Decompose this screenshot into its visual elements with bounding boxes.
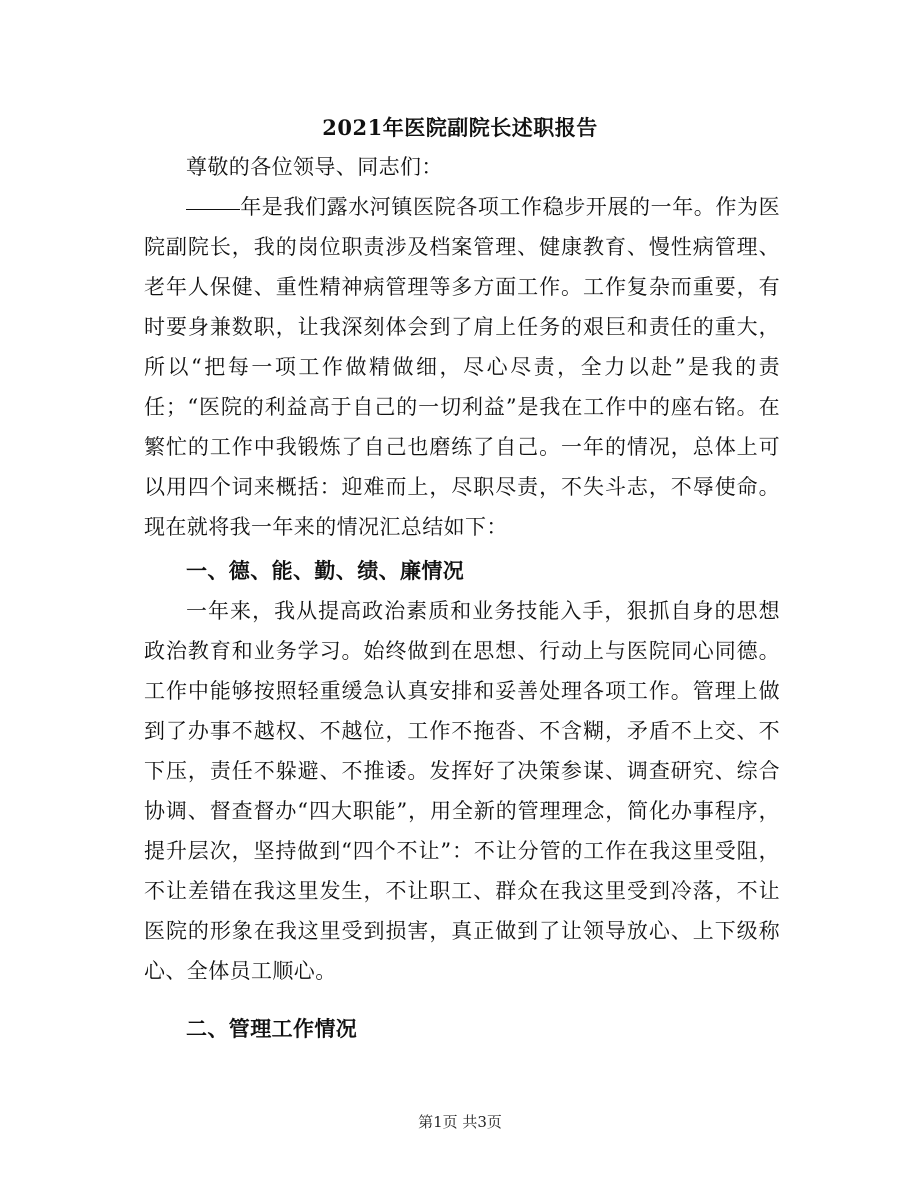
document-body <box>144 147 780 1049</box>
document-title: 2021年医院副院长述职报告 <box>322 115 598 140</box>
salutation: 尊敬的各位领导、同志们： <box>186 155 443 179</box>
section-heading-1: 一、德、能、勤、绩、廉情况 <box>186 558 465 583</box>
page-footer: 第1页 共3页 <box>418 1113 502 1131</box>
paragraph-intro <box>144 187 780 547</box>
paragraph-intro-text: 年是我们露水河镇医院各项工作稳步开展的一年。作为医院副院长，我的岗位职责涉及档案管理、健康教育、慢性病管理、老年人保健、重性精神病管理等多方面工作。工作复杂而重要，有时要身兼数职，让我深刻体会到了肩上任务的艰巨和责任的重大，所以“把每一项工作做精做细，尽心尽责，全力以赴”是我的责任；“医院的利益高于自己的一切利益”是我在工作中的座右铭。在繁忙的工作中我锻炼了自己也磨练了自己。一年的情况，总体上可以用四个词来概括：迎难而上，尽职尽责，不失斗志，不辱使命。现在就将我一年来的情况汇总结如下： <box>144 195 780 539</box>
paragraph-section-1: 一年来，我从提高政治素质和业务技能入手，狠抓自身的思想政治教育和业务学习。始终做到在思想、行动上与医院同心同德。工作中能够按照轻重缓急认真安排和妥善处理各项工作。管理上做到了办事不越权、不越位，工作不拖沓、不含糊，矛盾不上交、不下压，责任不躲避、不推诿。发挥好了决策参谋、调查研究、综合协调、督查督办“四大职能”，用全新的管理理念，简化办事程序，提升层次，坚持做到“四个不让”：不让分管的工作在我这里受阻，不让差错在我这里发生，不让职工、群众在我这里受到冷落，不让医院的形象在我这里受到损害，真正做到了让领导放心、上下级称心、全体员工顺心。 <box>144 599 780 983</box>
year-blank <box>186 208 240 210</box>
section-heading-2: 二、管理工作情况 <box>186 1016 358 1041</box>
